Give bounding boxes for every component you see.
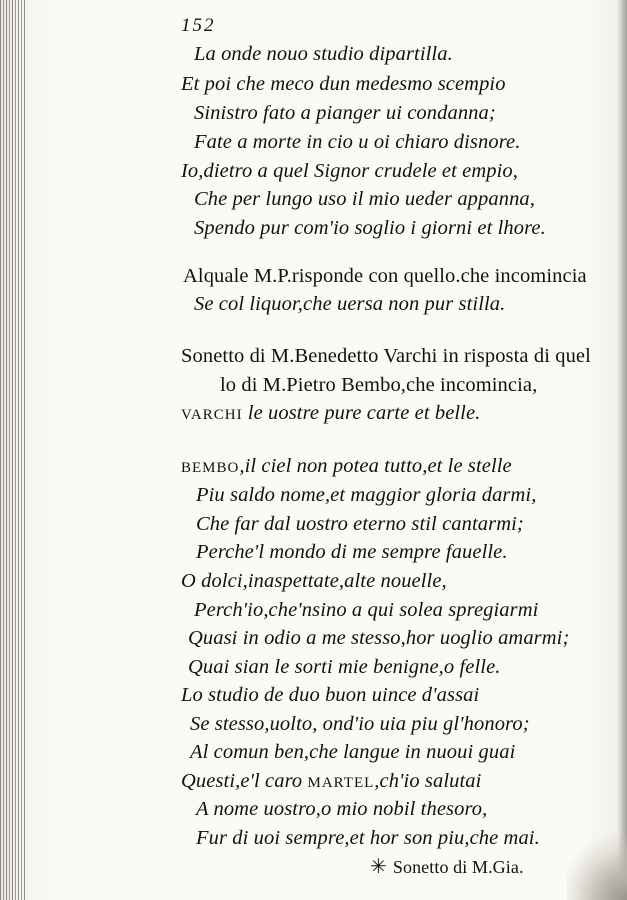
- catchword-text: Sonetto di M.Gia.: [392, 857, 524, 877]
- verse-line: Sinistro fato a pianger ui condanna;: [194, 102, 496, 124]
- verse-line: Al comun ben,che langue in nuoui guai: [190, 741, 516, 763]
- verse-line: [181, 454, 512, 480]
- incipit-text: le uostre pure carte et belle.: [242, 402, 481, 424]
- book-binding-shadow: [0, 0, 26, 900]
- ornament-star-icon: ✳: [370, 856, 387, 878]
- sonnet-heading-line: lo di M.Pietro Bembo,che incomincia,: [220, 374, 538, 396]
- verse-text: Questi,e'l caro: [181, 770, 303, 792]
- verse-line: La onde nouo studio dipartilla.: [194, 43, 453, 65]
- verse-text: ,ch'io salutai: [374, 770, 482, 792]
- verse-line: Lo studio de duo buon uince d'assai: [181, 684, 480, 706]
- verse-line: Fur di uoi sempre,et hor son piu,che mai.: [196, 827, 540, 849]
- martel-name: MARTEL: [307, 775, 375, 791]
- verse-line: Perche'l mondo di me sempre fauelle.: [196, 541, 508, 563]
- verse-line: Se stesso,uolto, ond'io uia piu gl'honoro;: [190, 713, 530, 735]
- addressee-name: BEMBO: [181, 460, 240, 476]
- reply-note-line: Se col liquor,che uersa non pur stilla.: [194, 293, 506, 315]
- page-corner-stain: [567, 830, 627, 900]
- verse-line: [181, 769, 481, 795]
- verse-line: O dolci,inaspettate,alte nouelle,: [181, 570, 447, 592]
- verse-line: Spendo pur com'io soglio i giorni et lhore.: [194, 217, 546, 239]
- catchword: [370, 855, 524, 879]
- sonnet-incipit: [181, 401, 480, 427]
- verse-line: Piu saldo nome,et maggior gloria darmi,: [196, 484, 537, 506]
- page-number: 152: [181, 15, 216, 36]
- verse-line: Et poi che meco dun medesmo scempio: [181, 73, 506, 95]
- author-name: VARCHI: [181, 407, 243, 423]
- verse-line: Quasi in odio a me stesso,hor uoglio amarmi;: [188, 627, 570, 649]
- verse-text: ,il ciel non potea tutto,et le stelle: [239, 455, 512, 477]
- verse-line: A nome uostro,o mio nobil thesoro,: [196, 798, 488, 820]
- verse-line: Quai sian le sorti mie benigne,o felle.: [188, 656, 501, 678]
- verse-line: Fate a morte in cio u oi chiaro disnore.: [194, 131, 521, 153]
- verse-line: Io,dietro a quel Signor crudele et empio,: [181, 160, 518, 182]
- reply-note-line: Alquale M.P.risponde con quello.che incomincia: [183, 265, 587, 287]
- verse-line: Perch'io,che'nsino a qui solea spregiarmi: [194, 599, 539, 621]
- verse-line: Che per lungo uso il mio ueder appanna,: [194, 188, 535, 210]
- page-edge-shadow: [617, 0, 627, 900]
- sonnet-heading-line: Sonetto di M.Benedetto Varchi in risposta di quel: [181, 345, 591, 367]
- verse-line: Che far dal uostro eterno stil cantarmi;: [196, 513, 524, 535]
